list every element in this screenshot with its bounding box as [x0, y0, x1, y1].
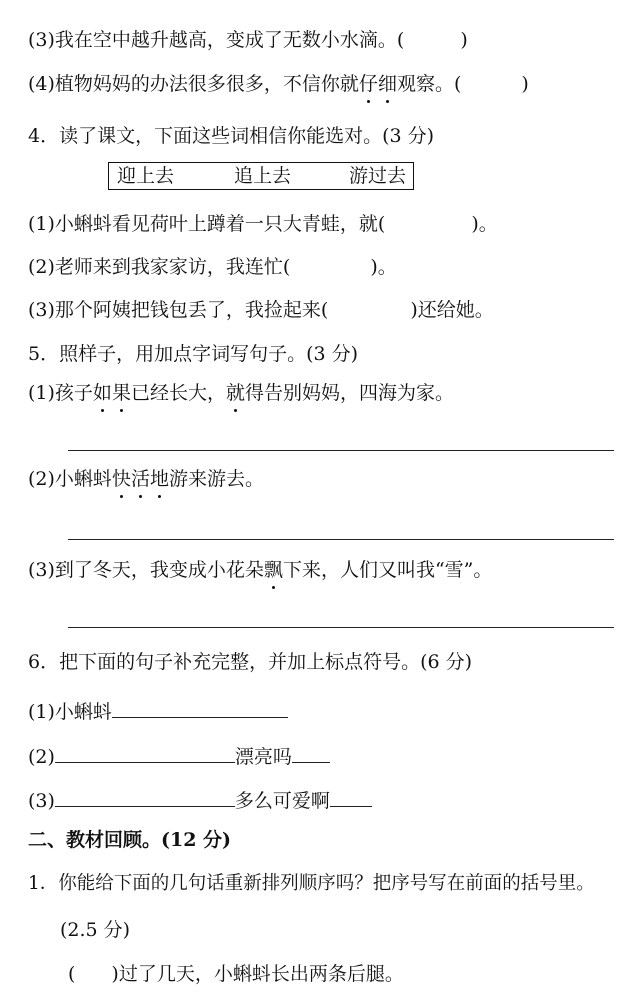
word-option: 追上去 — [234, 165, 292, 187]
fill-blank[interactable] — [292, 742, 330, 763]
q5-2-line: (2)小蝌蚪快活地游来游去。 — [28, 468, 264, 490]
answer-line[interactable] — [68, 539, 614, 540]
fill-blank[interactable] — [330, 786, 372, 807]
fill-blank[interactable] — [55, 742, 235, 763]
emphasis-char: 地 — [149, 468, 169, 490]
q4-3-line: (3)那个阿姨把钱包丢了，我捡起来( )还给她。 — [28, 299, 494, 321]
q6-2-line: (2) 漂亮吗 — [28, 742, 330, 769]
emphasis-char: 飘 — [263, 559, 283, 581]
emphasis-char: 快 — [111, 468, 131, 490]
s1-score: (2.5 分) — [60, 919, 131, 941]
emphasis-char: 果 — [111, 382, 131, 404]
q4-2-line: (2)老师来到我家家访，我连忙( )。 — [28, 256, 397, 278]
word-option: 迎上去 — [117, 165, 175, 187]
q6-3-line: (3) 多么可爱啊 — [28, 786, 372, 813]
q5-1-line: (1)孩子如果已经长大，就得告别妈妈，四海为家。 — [28, 382, 454, 404]
s1-title: 1．你能给下面的几句话重新排列顺序吗？把序号写在前面的括号里。 — [28, 873, 595, 894]
q6-title: 6．把下面的句子补充完整，并加上标点符号。(6 分) — [28, 651, 473, 673]
fill-blank[interactable] — [112, 697, 288, 718]
q4-title: 4．读了课文，下面这些词相信你能选对。(3 分) — [28, 125, 435, 147]
q6-1-line: (1)小蝌蚪 — [28, 697, 288, 724]
q5-3-line: (3)到了冬天，我变成小花朵飘下来，人们又叫我“雪”。 — [28, 559, 493, 581]
emphasis-char: 活 — [130, 468, 150, 490]
section-2-title: 二、教材回顾。(12 分) — [28, 829, 232, 851]
emphasis-char: 如 — [92, 382, 112, 404]
s1-item-a: ( )过了几天，小蝌蚪长出两条后腿。 — [68, 963, 404, 985]
fill-blank[interactable] — [55, 786, 235, 807]
word-option: 游过去 — [349, 165, 407, 187]
q3-3-line: (3)我在空中越升越高，变成了无数小水滴。( ) — [28, 29, 468, 51]
word-choice-box — [108, 162, 414, 190]
emphasis-char: 就 — [225, 382, 245, 404]
emphasis-char: 仔 — [358, 73, 378, 95]
answer-line[interactable] — [68, 627, 614, 628]
emphasis-char: 细 — [377, 73, 397, 95]
q3-3-text: (3)我在空中越升越高，变成了无数小水滴。( — [28, 29, 405, 51]
q5-title: 5．照样子，用加点字词写句子。(3 分) — [28, 343, 359, 365]
answer-line[interactable] — [68, 450, 614, 451]
q4-1-line: (1)小蝌蚪看见荷叶上蹲着一只大青蛙，就( )。 — [28, 213, 498, 235]
q3-4-line: (4)植物妈妈的办法很多很多，不信你就仔细观察。( ) — [28, 73, 529, 95]
